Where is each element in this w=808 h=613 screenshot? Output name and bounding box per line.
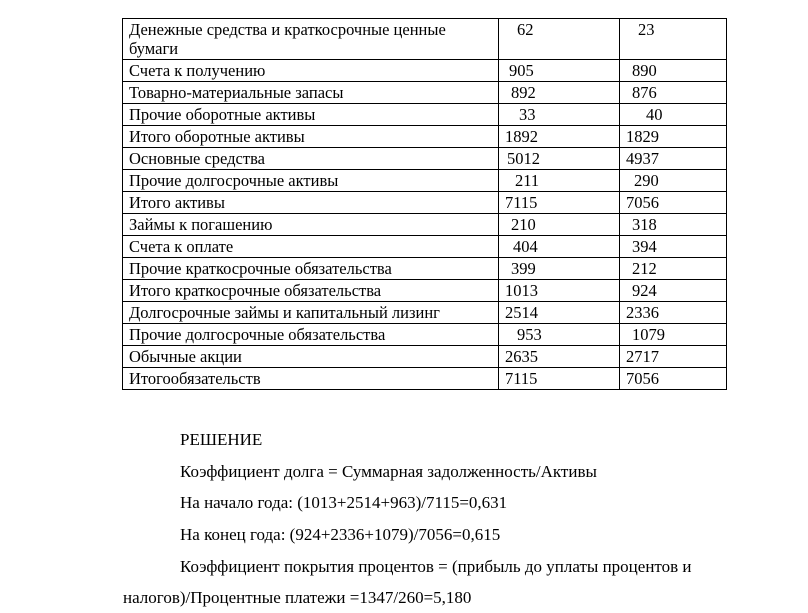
value-start: 5012: [499, 148, 620, 170]
value-end: 876: [620, 82, 727, 104]
value-start: 404: [499, 236, 620, 258]
row-label: Основные средства: [123, 148, 499, 170]
value-start: 62: [499, 19, 620, 60]
table-row: [123, 214, 727, 236]
value-end: 4937: [620, 148, 727, 170]
table-row: [123, 280, 727, 302]
table-row: [123, 302, 727, 324]
row-label: Итого активы: [123, 192, 499, 214]
row-label: Прочие долгосрочные обязательства: [123, 324, 499, 346]
value-end: 40: [620, 104, 727, 126]
value-end: 2717: [620, 346, 727, 368]
value-end: 7056: [620, 192, 727, 214]
value-start: 2514: [499, 302, 620, 324]
value-end: 290: [620, 170, 727, 192]
value-end: 7056: [620, 368, 727, 390]
row-label: Прочие оборотные активы: [123, 104, 499, 126]
value-start: 1892: [499, 126, 620, 148]
row-label: Займы к погашению: [123, 214, 499, 236]
interest-coverage-formula: Коэффициент покрытия процентов = (прибыль до уплаты процентов и: [180, 557, 692, 576]
value-start: 2635: [499, 346, 620, 368]
value-end: 23: [620, 19, 727, 60]
value-start: 905: [499, 60, 620, 82]
table-row: [123, 170, 727, 192]
row-label: Счета к получению: [123, 60, 499, 82]
table-row: [123, 192, 727, 214]
value-end: 212: [620, 258, 727, 280]
row-label: Денежные средства и краткосрочные ценные бумаги: [123, 19, 499, 60]
row-label: Обычные акции: [123, 346, 499, 368]
table-row: [123, 104, 727, 126]
interest-coverage-result: налогов)/Процентные платежи =1347/260=5,180: [123, 588, 472, 607]
debt-ratio-start: На начало года: (1013+2514+963)/7115=0,631: [180, 493, 508, 512]
row-label: Счета к оплате: [123, 236, 499, 258]
row-label: Долгосрочные займы и капитальный лизинг: [123, 302, 499, 324]
value-start: 892: [499, 82, 620, 104]
value-end: 318: [620, 214, 727, 236]
row-label: Прочие долгосрочные активы: [123, 170, 499, 192]
table-row: [123, 19, 727, 60]
row-label: Товарно-материальные запасы: [123, 82, 499, 104]
table-row: [123, 368, 727, 390]
value-end: 1079: [620, 324, 727, 346]
value-start: 33: [499, 104, 620, 126]
debt-ratio-end: На конец года: (924+2336+1079)/7056=0,615: [180, 525, 501, 544]
table-row: [123, 60, 727, 82]
row-label: Прочие краткосрочные обязательства: [123, 258, 499, 280]
row-label: Итого оборотные активы: [123, 126, 499, 148]
value-start: 210: [499, 214, 620, 236]
table-row: [123, 258, 727, 280]
table-row: [123, 82, 727, 104]
value-start: 399: [499, 258, 620, 280]
value-start: 1013: [499, 280, 620, 302]
value-start: 7115: [499, 192, 620, 214]
value-end: 890: [620, 60, 727, 82]
value-start: 953: [499, 324, 620, 346]
value-end: 1829: [620, 126, 727, 148]
table-row: [123, 346, 727, 368]
row-label: Итогообязательств: [123, 368, 499, 390]
value-start: 7115: [499, 368, 620, 390]
debt-ratio-formula: Коэффициент долга = Суммарная задолженность/Активы: [180, 462, 597, 481]
table-row: [123, 126, 727, 148]
value-end: 394: [620, 236, 727, 258]
solution-heading: РЕШЕНИЕ: [180, 430, 263, 449]
table-row: [123, 324, 727, 346]
value-end: 2336: [620, 302, 727, 324]
table-row: [123, 236, 727, 258]
table-row: [123, 148, 727, 170]
value-start: 211: [499, 170, 620, 192]
balance-table: [122, 18, 727, 390]
row-label: Итого краткосрочные обязательства: [123, 280, 499, 302]
value-end: 924: [620, 280, 727, 302]
